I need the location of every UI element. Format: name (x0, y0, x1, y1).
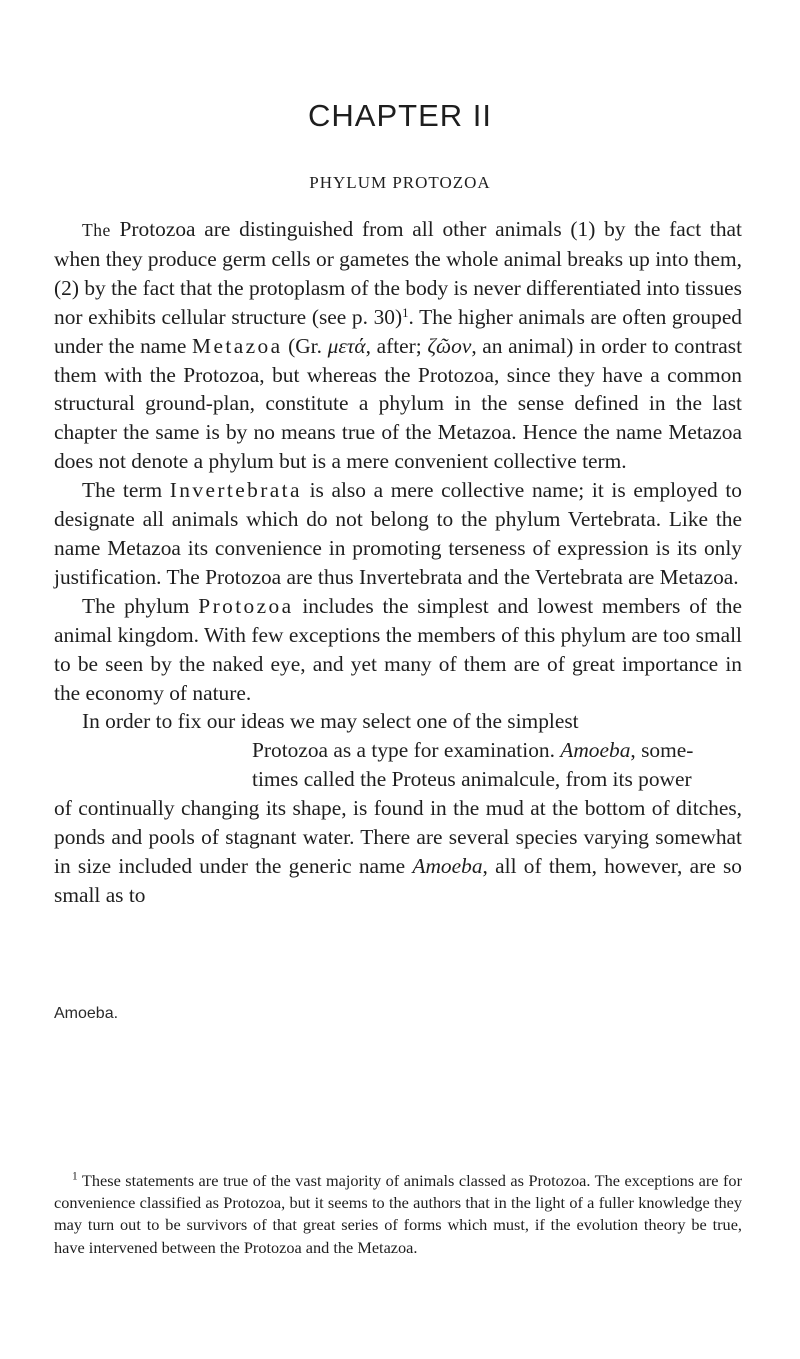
hanging-line: Protozoa as a type for examination. Amoeba, some- (252, 738, 694, 763)
margin-note: Amoeba. (54, 1005, 119, 1022)
paragraph-1: The Protozoa are distinguished from all other animals (1) by the fact that when they produce germ cells or gametes the whole animal breaks up into them, (2) by the fact that the protoplasm of the body is never differentiated into tissues nor exhibits cellular structure (see p. 30)$^1$. The higher animals are often grouped under the name Metazoa (Gr. μετά, after; ζῶον, an animal) in order to contrast them with the Protozoa, but whereas the Protozoa, since they have a common structural ground-plan, constitute a phylum in the sense defined in the last chapter the same is by no means true of the Metazoa. Hence the name Metazoa does not denote a phylum but is a mere convenient collective term. (54, 217, 743, 474)
greek-word: ζῶον (427, 333, 472, 358)
paragraph-2: The term Invertebrata is also a mere collective name; it is employed to designate all animals which do not belong to the phylum Vertebrata. Like the name Metazoa its convenience in promoting terseness of expression is its only justification. The Protozoa are thus Invertebrata and the Vertebrata are Metazoa. (54, 478, 742, 589)
hanging-line: times called the Proteus animalcule, from its power (252, 767, 692, 792)
section-title: PHYLUM PROTOZOA (309, 173, 491, 192)
paragraph-4-continued: of continually changing its shape, is found in the mud at the bottom of ditches, ponds and pools of stagnant water. There are several species varying somewhat in size included under the generic name Amoeba, all of them, however, are so small as to (54, 796, 742, 907)
genus-name: Amoeba (412, 853, 483, 878)
term-invertebrata: Invertebrata (169, 478, 302, 503)
term-protozoa: Protozoa (198, 593, 294, 618)
paragraph-3: The phylum Protozoa includes the simplest and lowest members of the animal kingdom. With few exceptions the members of this phylum are too small to be seen by the naked eye, and yet many of them are of great importance in the economy of nature. (54, 593, 742, 705)
chapter-title: CHAPTER II (308, 98, 492, 133)
paragraph-4: In order to fix our ideas we may select one of the simplest (82, 709, 579, 734)
term-metazoa: Metazoa (192, 333, 283, 358)
greek-word: μετά (327, 333, 366, 358)
lead-word: The (82, 220, 111, 240)
genus-name: Amoeba (560, 738, 631, 763)
footnote-mark: 1 (72, 1170, 78, 1183)
footnote (54, 1170, 742, 1259)
footnote-text: These statements are true of the vast majority of animals classed as Protozoa. The exceptions are for convenience classified as Protozoa, but it seems to the authors that in the light of a fuller knowledge they may turn out to be survivors of that great series of forms which must, if the evolution theory be true, have intervened between the Protozoa and the Metazoa. (54, 1171, 742, 1257)
hanging-indent-block (54, 736, 742, 794)
footnote-reference: 1 (402, 305, 409, 320)
body-text (54, 215, 742, 910)
